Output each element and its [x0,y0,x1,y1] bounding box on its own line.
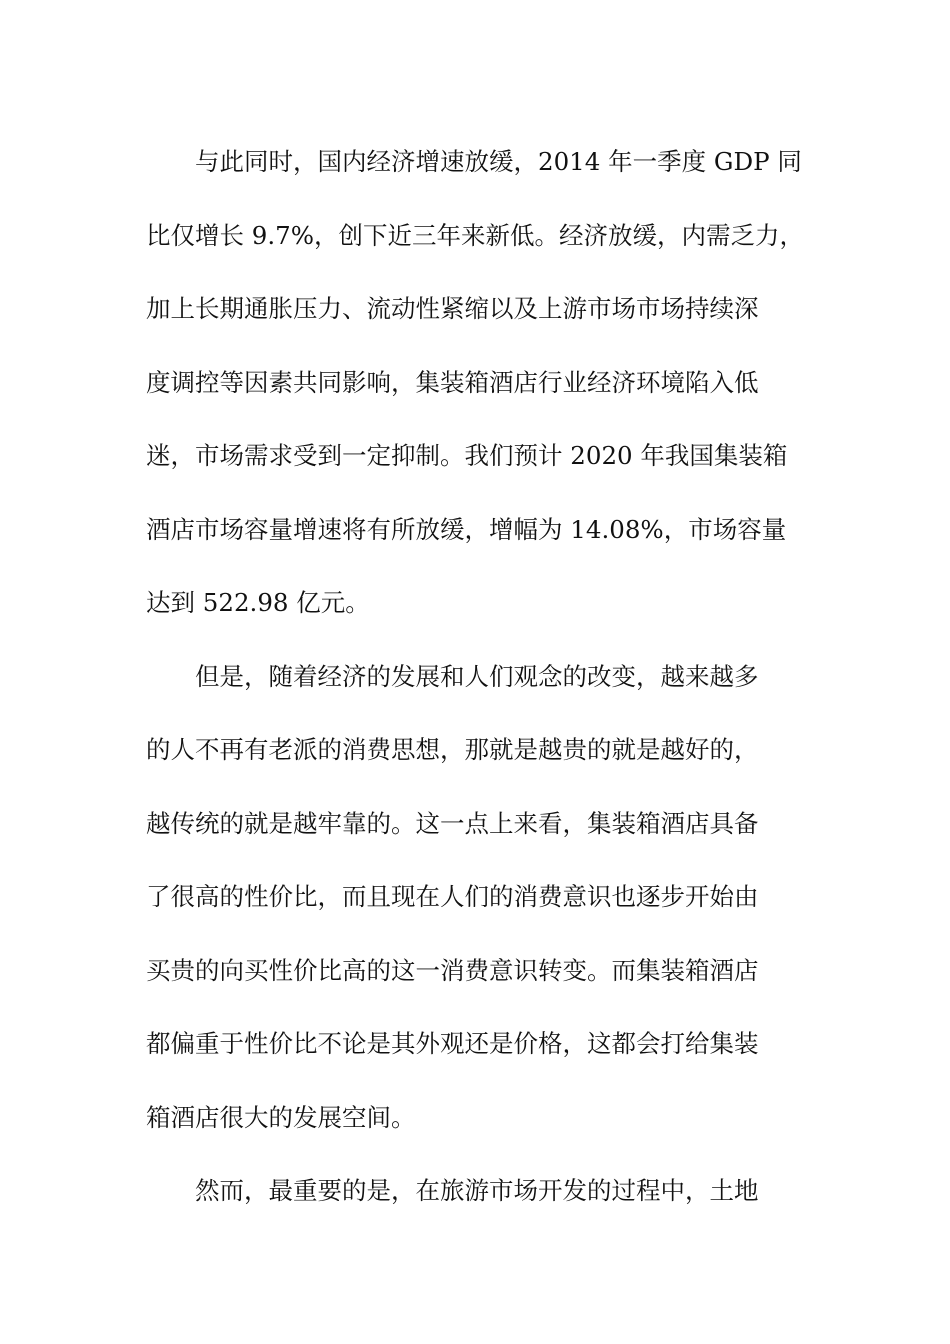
text-line: 的人不再有老派的消费思想，那就是越贵的就是越好的， [146,735,759,764]
text-line: 箱酒店很大的发展空间。 [146,1102,416,1132]
text-line: 买贵的向买性价比高的这一消费意识转变。而集装箱酒店 [146,955,759,985]
text-line: 加上长期通胀压力、流动性紧缩以及上游市场市场持续深 [146,294,759,323]
text-line: 达到 522.98 亿元。 [146,588,370,617]
text-line: 迷，市场需求受到一定抑制。我们预计 2020 年我国集装箱 [146,441,788,470]
text-line: 但是，随着经济的发展和人们观念的改变，越来越多 [195,661,759,691]
text-line: 都偏重于性价比不论是其外观还是价格，这都会打给集装 [146,1029,759,1058]
text-line: 度调控等因素共同影响，集装箱酒店行业经济环境陷入低 [146,367,759,397]
text-line: 了很高的性价比，而且现在人们的消费意识也逐步开始由 [146,882,759,911]
text-line: 然而，最重要的是，在旅游市场开发的过程中，土地 [195,1176,759,1205]
text-line: 酒店市场容量增速将有所放缓，增幅为 14.08%，市场容量 [146,514,787,544]
text-line: 越传统的就是越牢靠的。这一点上来看，集装箱酒店具备 [146,808,759,838]
text-line: 比仅增长 9.7%，创下近三年来新低。经济放缓，内需乏力， [146,220,805,250]
text-line: 与此同时，国内经济增速放缓，2014 年一季度 GDP 同 [195,147,802,176]
document-body [146,125,816,1228]
